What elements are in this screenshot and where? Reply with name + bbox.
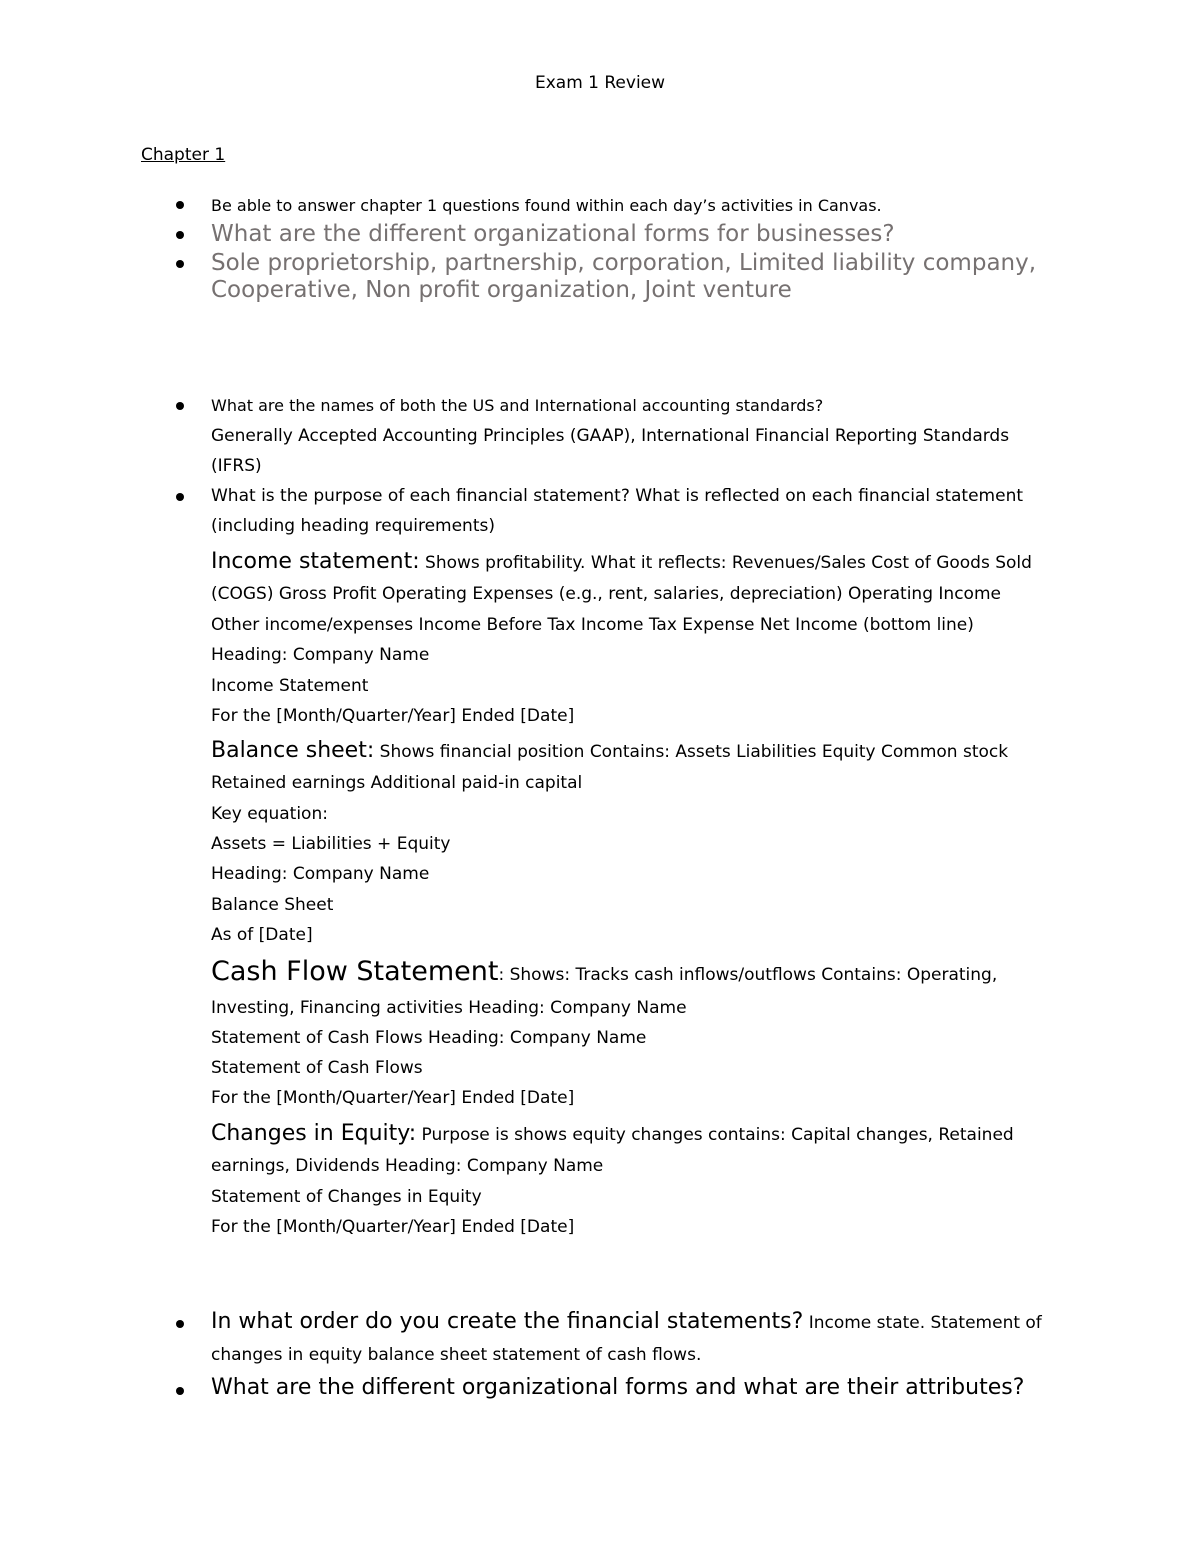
bullet-icon: [176, 1320, 184, 1328]
statement-order-question: In what order do you create the financial statements?: [211, 1309, 804, 1334]
equity-line1: Changes in Equity: Purpose is shows equity changes contains: Capital changes, Retained: [211, 1121, 1014, 1146]
income-statement-line4: Heading: Company Name: [211, 645, 430, 665]
equity-line2: earnings, Dividends Heading: Company Name: [211, 1156, 604, 1176]
org-forms-attributes-question: What are the different organizational forms and what are their attributes?: [211, 1375, 1025, 1400]
cash-flow-line3: Statement of Cash Flows Heading: Company Name: [211, 1028, 647, 1048]
equity-line3: Statement of Changes in Equity: [211, 1187, 482, 1207]
statement-purpose-question-line2: (including heading requirements): [211, 516, 495, 536]
balance-sheet-line4: Assets = Liabilities + Equity: [211, 834, 451, 854]
balance-sheet-line3: Key equation:: [211, 804, 328, 824]
income-statement-line6: For the [Month/Quarter/Year] Ended [Date]: [211, 706, 575, 726]
balance-sheet-line1: Balance sheet: Shows financial position Contains: Assets Liabilities Equity Common stock: [211, 738, 1009, 763]
income-statement-line1: Income statement: Shows profitability. What it reflects: Revenues/Sales Cost of Goods Sold: [211, 549, 1032, 574]
equity-line4: For the [Month/Quarter/Year] Ended [Date]: [211, 1217, 575, 1237]
bullet-icon: [176, 201, 184, 209]
bullet-icon: [176, 1387, 184, 1395]
bullet-canvas-questions: Be able to answer chapter 1 questions found within each day’s activities in Canvas.: [211, 196, 882, 215]
statement-order-line1: In what order do you create the financial statements? Income state. Statement of: [211, 1309, 1042, 1334]
bullet-icon: [176, 260, 184, 268]
balance-sheet-line2: Retained earnings Additional paid-in capital: [211, 773, 583, 793]
statement-order-line2: changes in equity balance sheet statement of cash flows.: [211, 1345, 702, 1365]
cash-flow-line5: For the [Month/Quarter/Year] Ended [Date]: [211, 1088, 575, 1108]
income-statement-line3: Other income/expenses Income Before Tax Income Tax Expense Net Income (bottom line): [211, 615, 974, 635]
bullet-standards-question: What are the names of both the US and International accounting standards?: [211, 396, 824, 415]
bullet-org-forms-question: What are the different organizational forms for businesses?: [211, 221, 895, 247]
balance-sheet-line5: Heading: Company Name: [211, 864, 430, 884]
bullet-icon: [176, 493, 184, 501]
bullet-icon: [176, 231, 184, 239]
page-title: Exam 1 Review: [534, 73, 666, 93]
cash-flow-line4: Statement of Cash Flows: [211, 1058, 423, 1078]
statement-purpose-question-line1: What is the purpose of each financial statement? What is reflected on each financial statement: [211, 486, 1024, 506]
cash-flow-line2: Investing, Financing activities Heading: Company Name: [211, 998, 687, 1018]
income-statement-heading: Income statement:: [211, 549, 420, 574]
balance-sheet-line7: As of [Date]: [211, 925, 313, 945]
cash-flow-heading: Cash Flow Statement: [211, 956, 499, 987]
equity-heading: Changes in Equity:: [211, 1121, 417, 1146]
balance-sheet-heading: Balance sheet:: [211, 738, 375, 763]
income-statement-line2: (COGS) Gross Profit Operating Expenses (e.g., rent, salaries, depreciation) Operating Income: [211, 584, 1001, 604]
balance-sheet-line6: Balance Sheet: [211, 895, 334, 915]
income-statement-line5: Income Statement: [211, 676, 369, 696]
chapter-heading: Chapter 1: [141, 145, 226, 165]
bullet-icon: [176, 402, 184, 410]
standards-answer-line2: (IFRS): [211, 456, 262, 476]
standards-answer-line1: Generally Accepted Accounting Principles (GAAP), International Financial Reporting Standards: [211, 426, 1010, 446]
cash-flow-line1: Cash Flow Statement: Shows: Tracks cash inflows/outflows Contains: Operating,: [211, 956, 998, 987]
org-forms-answer-line1: Sole proprietorship, partnership, corporation, Limited liability company,: [211, 250, 1037, 276]
org-forms-answer-line2: Cooperative, Non profit organization, Joint venture: [211, 277, 792, 303]
